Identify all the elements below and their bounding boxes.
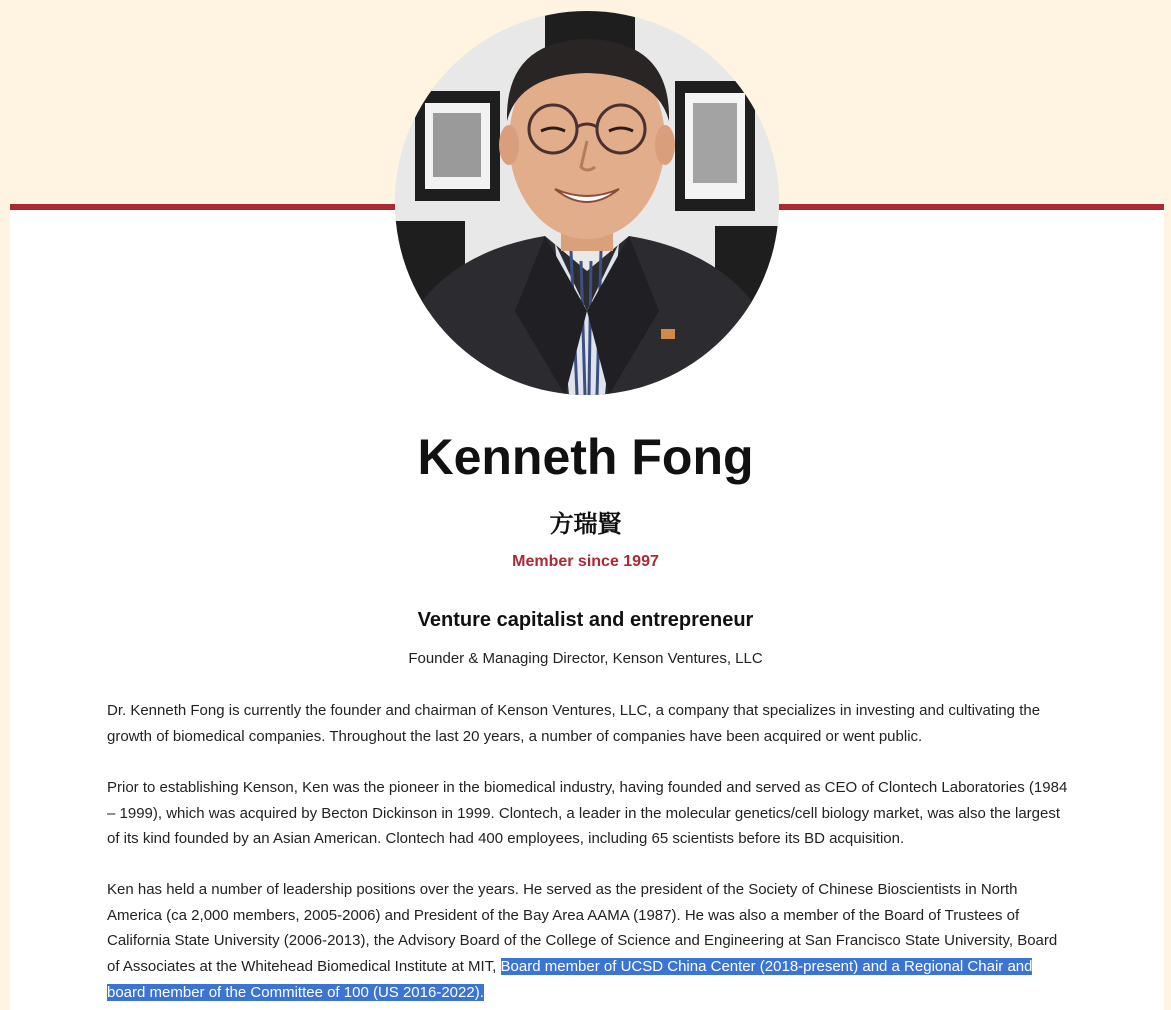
bio-paragraph-1: Dr. Kenneth Fong is currently the founder and chairman of Kenson Ventures, LLC, a company that specializes in investing and cultivating the growth of biomedical companies. Throughout the last 20 years, a number of companies have been acquired or went public. xyxy=(107,702,1041,745)
position-title: Founder & Managing Director, Kenson Ventures, LLC xyxy=(408,650,763,667)
member-since-label: Member since 1997 xyxy=(512,553,659,570)
portrait-illustration xyxy=(395,11,779,395)
bio-paragraph-3-text: Ken has held a number of leadership positions over the years. He served as the president of the Society of Chinese Bioscientists in North America (ca 2,000 members, 2005-2006) and President of the Bay Area AAMA (1987). He was also a member of the Board of Trustees of California State University (2006-2013), the Advisory Board of the College of Science and Engineering at San Francisco State University, Board of Associates at the Whitehead Biomedical Institute at MIT, xyxy=(107,881,1058,976)
bio-paragraph-2: Prior to establishing Kenson, Ken was the pioneer in the biomedical industry, having founded and served as CEO of Clontech Laboratories (1984 – 1999), which was acquired by Becton Dickinson in 1999. Clontech, a leader in the molecular genetics/cell biology market, was also the largest of its kind founded by an Asian American. Clontech had 400 employees, including 65 scientists before its BD acquisition. xyxy=(107,779,1068,848)
profile-name: Kenneth Fong xyxy=(417,429,754,485)
profile-photo xyxy=(395,11,779,395)
selected-text-highlight: Board member of UCSD China Center (2018-present) and a Regional Chair and board member of the Committee of 100 (US 2016-2022). xyxy=(107,958,1033,1001)
bio-paragraph-3 xyxy=(107,877,1069,1006)
role-title: Venture capitalist and entrepreneur xyxy=(417,609,754,631)
profile-chinese-name: 方瑞賢 xyxy=(549,510,622,538)
